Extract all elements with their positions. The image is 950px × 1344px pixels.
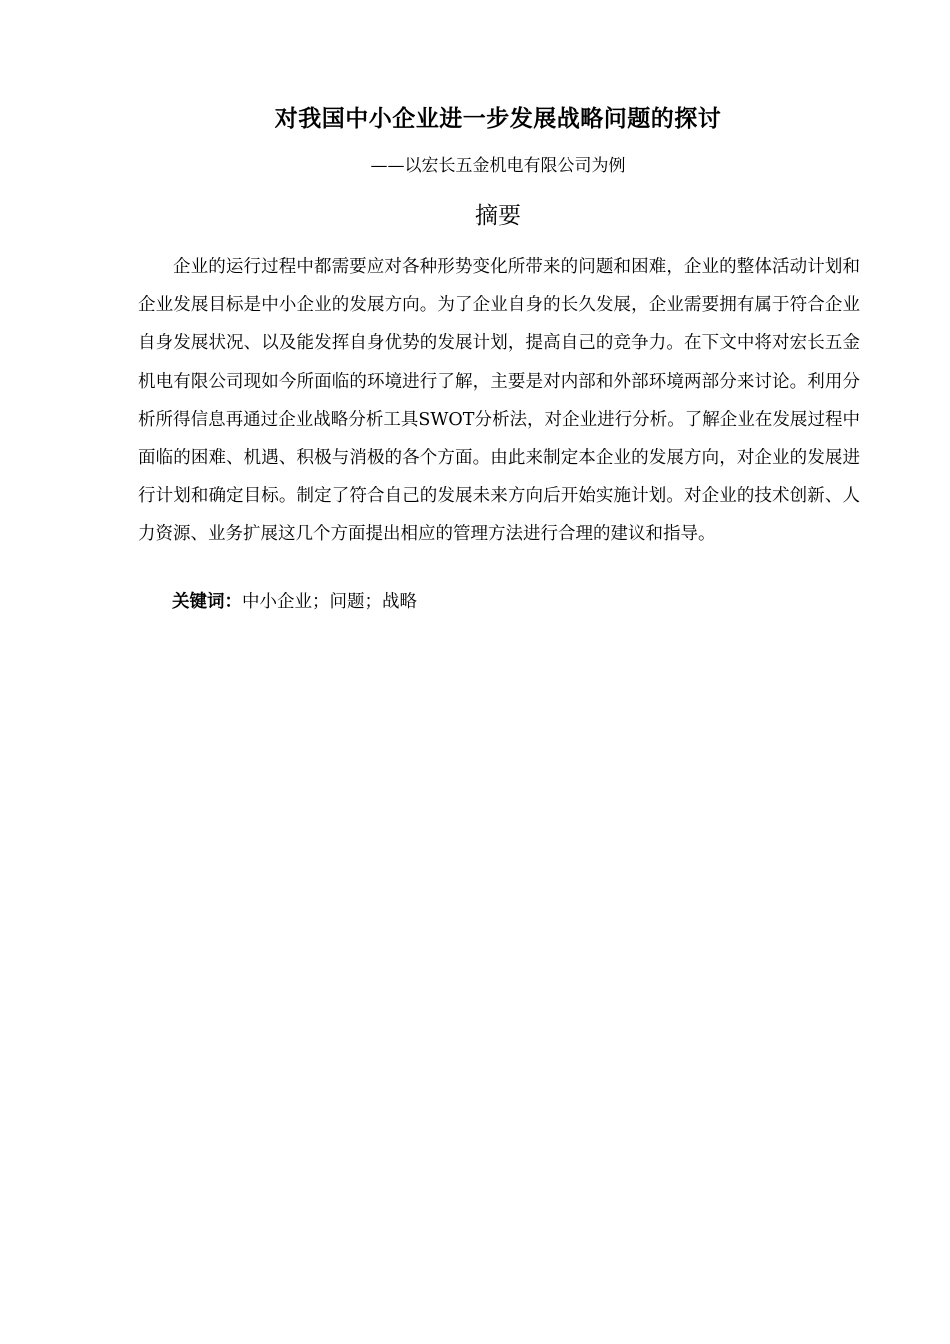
paper-subtitle: ——以宏长五金机电有限公司为例 (370, 156, 626, 176)
keywords-label: 关键词： (172, 592, 242, 612)
abstract-body: 企业的运行过程中都需要应对各种形势变化所带来的问题和困难，企业的整体活动计划和企业发展目标是中小企业的发展方向。为了企业自身的长久发展，企业需要拥有属于符合企业自身发展状况、以及能发挥自身优势的发展计划，提高自己的竞争力。在下文中将对宏长五金机电有限公司现如今所面临的环境进行了解，主要是对内部和外部环境两部分来讨论。利用分析所得信息再通过企业战略分析工具SWOT分析法，对企业进行分析。了解企业在发展过程中面临的困难、机遇、积极与消极的各个方面。由此来制定本企业的发展方向，对企业的发展进行计划和确定目标。制定了符合自己的发展未来方向后开始实施计划。对企业的技术创新、人力资源、业务扩展这几个方面提出相应的管理方法进行合理的建议和指导。 (138, 257, 860, 545)
abstract-heading: 摘要 (475, 203, 521, 229)
keywords-line (172, 585, 772, 619)
keywords-value: 中小企业；问题；战略 (242, 592, 417, 612)
paper-title: 对我国中小企业进一步发展战略问题的探讨 (274, 106, 722, 132)
